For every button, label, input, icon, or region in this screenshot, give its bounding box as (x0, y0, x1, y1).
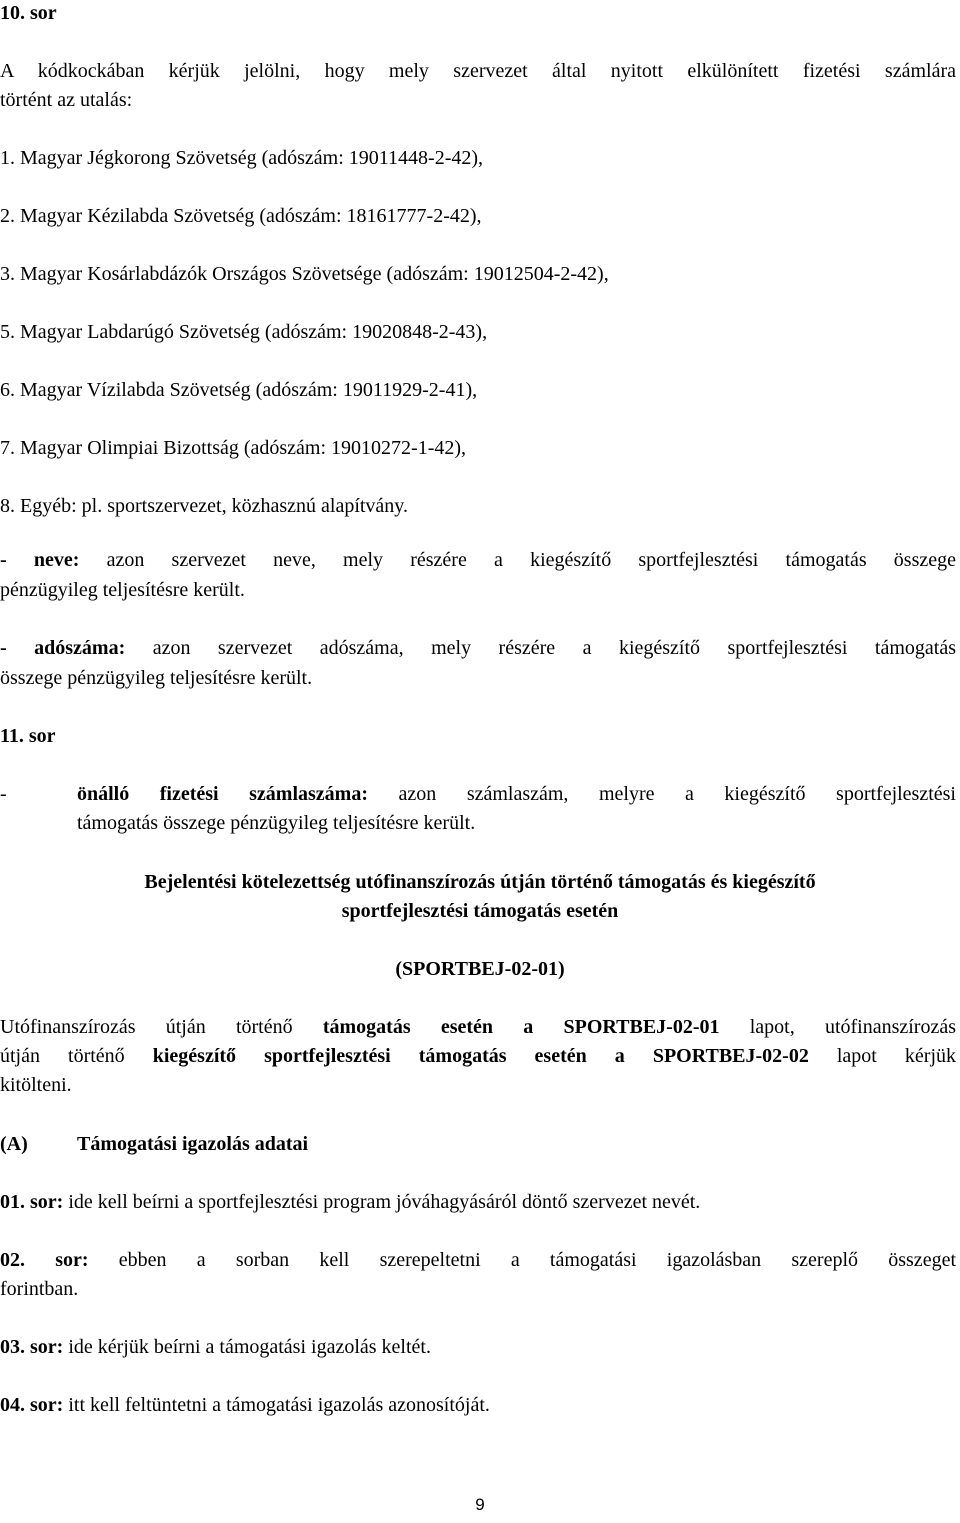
instruction-bold-text: kiegészítő sportfejlesztési támogatás esetén a SPORTBEJ-02-02 (152, 1045, 809, 1067)
neve-definition-line-2: pénzügyileg teljesítésre került. (0, 579, 245, 601)
row-02-description-line-2: forintban. (0, 1278, 79, 1300)
instruction-text: lapot kérjük (836, 1045, 957, 1067)
instruction-bold-text: támogatás esetén a SPORTBEJ-02-01 (322, 1016, 720, 1038)
organization-list-item: 6. Magyar Vízilabda Szövetség (adószám: 19011929-2-41), (0, 379, 478, 401)
section-11-dash: - (0, 783, 7, 805)
section-10-intro-line-2: történt az utalás: (0, 89, 133, 111)
account-number-label: önálló fizetési számlaszáma: (77, 783, 368, 805)
instruction-text: lapot, utófinanszírozás (749, 1016, 957, 1038)
neve-definition-line-1 (0, 550, 956, 570)
section-10-heading: 10. sor (0, 2, 57, 24)
row-04-description (0, 1395, 490, 1415)
neve-label: - neve: (0, 549, 80, 571)
adoszam-text: azon szervezet adószáma, mely részére a kiegészítő sportfejlesztési támogatás (152, 637, 957, 659)
instruction-text: Utófinanszírozás útján történő (0, 1016, 293, 1038)
row-text: ide kell beírni a sportfejlesztési program jóváhagyásáról döntő szervezet nevét. (68, 1191, 701, 1213)
section-11-line-2: támogatás összege pénzügyileg teljesítésre került. (77, 812, 476, 834)
form-title-line-1: Bejelentési kötelezettség utófinanszírozás útján történő támogatás és kiegészítő (144, 871, 816, 893)
section-a-marker: (A) (0, 1133, 28, 1155)
instruction-text: útján történő (0, 1045, 125, 1067)
adoszam-label: - adószáma: (0, 637, 126, 659)
section-a-title: Támogatási igazolás adatai (77, 1133, 309, 1155)
organization-list-item: 3. Magyar Kosárlabdázók Országos Szövetsége (adószám: 19012504-2-42), (0, 263, 609, 285)
organization-list-item: 2. Magyar Kézilabda Szövetség (adószám: 18161777-2-42), (0, 205, 482, 227)
neve-text: azon szervezet neve, mely részére a kiegészítő sportfejlesztési támogatás összege (106, 549, 957, 571)
organization-list-item: 5. Magyar Labdarúgó Szövetség (adószám: 19020848-2-43), (0, 321, 488, 343)
row-03-description (0, 1337, 431, 1357)
form-title-line-2: sportfejlesztési támogatás esetén (341, 900, 619, 922)
row-text: ide kérjük beírni a támogatási igazolás keltét. (68, 1336, 431, 1358)
section-11-heading: 11. sor (0, 725, 56, 747)
adoszam-definition-line-1 (0, 638, 956, 658)
form-code: (SPORTBEJ-02-01) (395, 958, 565, 980)
section-11-line-1 (77, 784, 956, 804)
organization-list-item: 7. Magyar Olimpiai Bizottság (adószám: 19010272-1-42), (0, 437, 467, 459)
row-text: itt kell feltüntetni a támogatási igazolás azonosítóját. (68, 1394, 490, 1416)
organization-list-item: 8. Egyéb: pl. sportszervezet, közhasznú alapítvány. (0, 495, 409, 517)
section-10-intro-line-1: A kódkockában kérjük jelölni, hogy mely szervezet által nyitott elkülönített fizetési számlára (0, 60, 956, 82)
adoszam-definition-line-2: összege pénzügyileg teljesítésre került. (0, 667, 313, 689)
row-label: 01. sor: (0, 1191, 64, 1213)
row-label: 04. sor: (0, 1394, 64, 1416)
instruction-paragraph-line-2 (0, 1046, 956, 1066)
account-number-text: azon számlaszám, melyre a kiegészítő sportfejlesztési (398, 783, 956, 805)
page-number: 9 (475, 1495, 485, 1514)
row-01-description (0, 1192, 700, 1212)
row-label: 03. sor: (0, 1336, 64, 1358)
row-label: 02. sor: (0, 1249, 89, 1271)
instruction-paragraph-line-3: kitölteni. (0, 1074, 72, 1096)
instruction-paragraph-line-1 (0, 1017, 956, 1037)
row-text: ebben a sorban kell szerepeltetni a támogatási igazolásban szereplő összeget (118, 1249, 956, 1271)
organization-list-item: 1. Magyar Jégkorong Szövetség (adószám: 19011448-2-42), (0, 147, 484, 169)
row-02-description-line-1 (0, 1250, 956, 1270)
